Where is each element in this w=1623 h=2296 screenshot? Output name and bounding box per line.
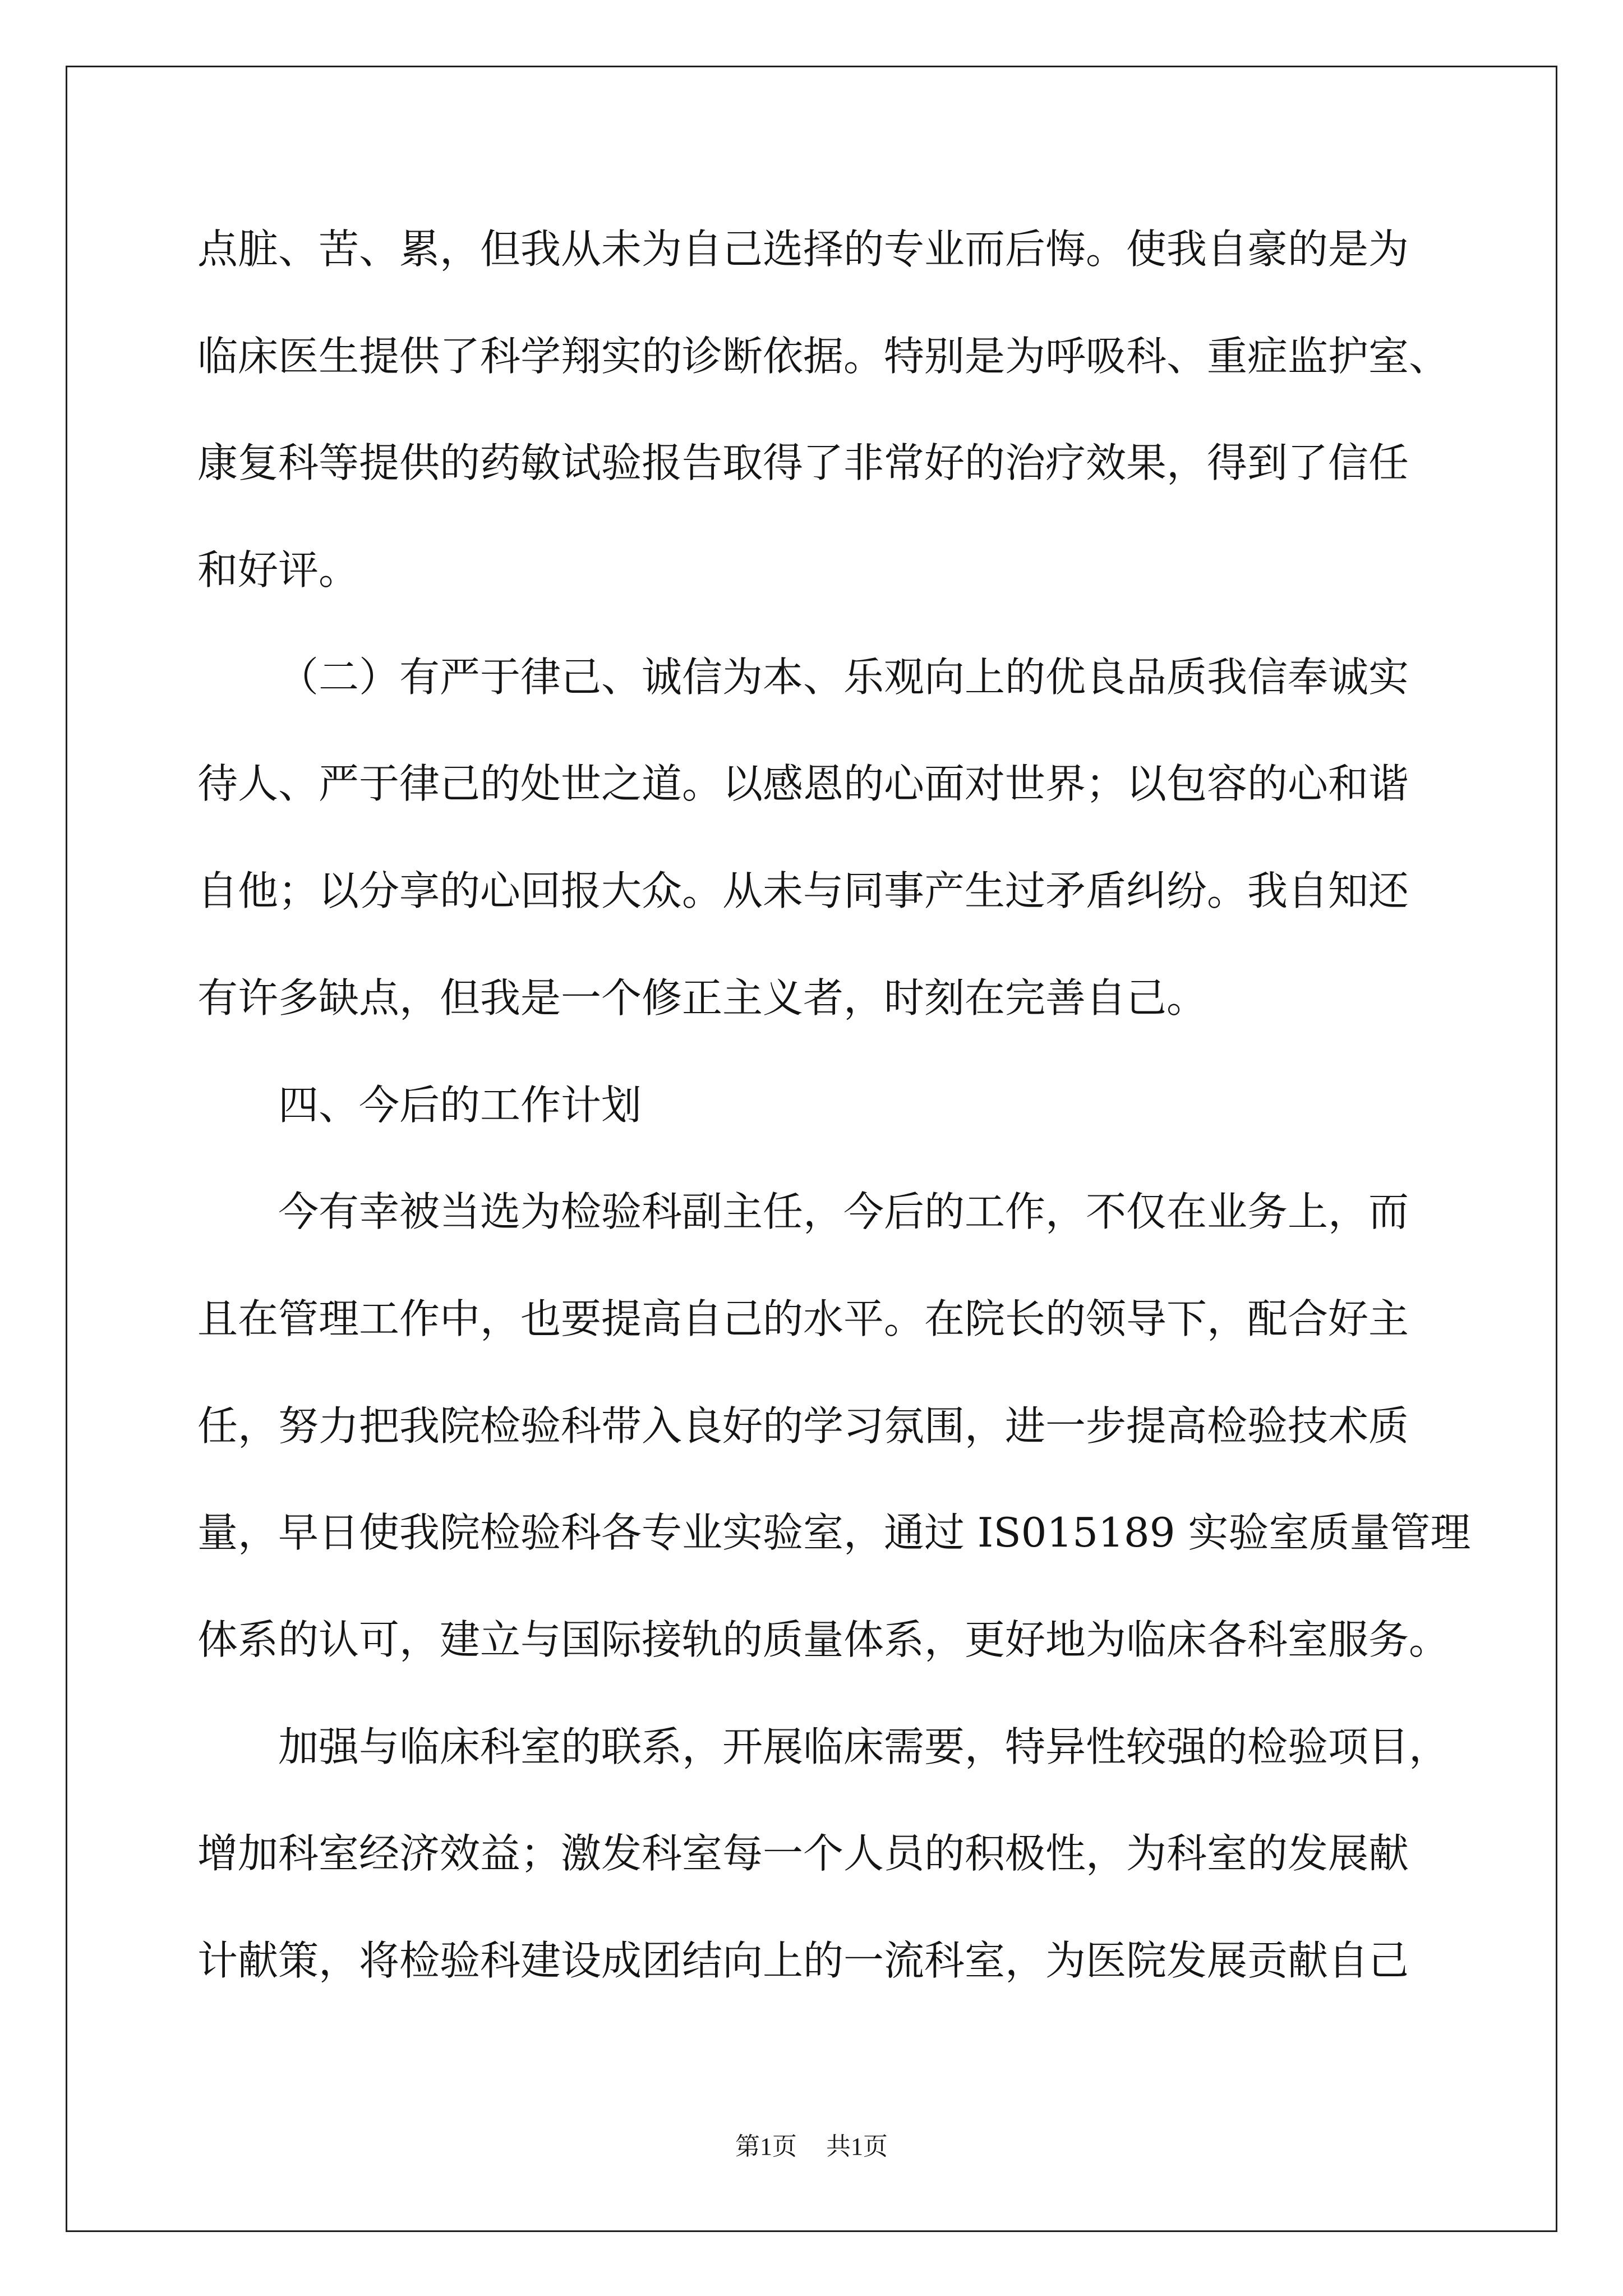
paragraph xyxy=(197,1158,1532,1693)
paragraph xyxy=(197,624,1532,1052)
body-text-line: 且在管理工作中，也要提高自己的水平。在院长的领导下，配合好主 xyxy=(197,1295,1409,1342)
body-text-line: 点脏、苦、累，但我从未为自己选择的专业而后悔。使我自豪的是为 xyxy=(197,226,1409,273)
body-text-line: 量，早日使我院检验科各专业实验室，通过 IS015189 实验室质量管理 xyxy=(197,1509,1471,1557)
body-text-line: 增加科室经济效益；激发科室每一个人员的积极性，为科室的发展献 xyxy=(197,1830,1409,1878)
body-text-line: 体系的认可，建立与国际接轨的质量体系，更好地为临床各科室服务。 xyxy=(197,1616,1450,1663)
page-footer xyxy=(0,2132,1623,2162)
body-text-line: 今有幸被当选为检验科副主任，今后的工作，不仅在业务上，而 xyxy=(278,1188,1409,1236)
paragraph xyxy=(197,1694,1532,2014)
section-heading xyxy=(197,1052,1532,1159)
section-heading-text: 四、今后的工作计划 xyxy=(278,1081,642,1129)
body-text-line: 计献策，将检验科建设成团结向上的一流科室，为医院发展贡献自己 xyxy=(197,1937,1409,1984)
body-text-line: 待人、严于律己的处世之道。以感恩的心面对世界；以包容的心和谐 xyxy=(197,760,1409,808)
body-text-line: 和好评。 xyxy=(197,546,359,594)
body-text-line: 康复科等提供的药敏试验报告取得了非常好的治疗效果，得到了信任 xyxy=(197,439,1409,487)
document-body xyxy=(197,196,1532,2014)
paragraph xyxy=(197,196,1532,624)
body-text-line: 自他；以分享的心回报大众。从未与同事产生过矛盾纠纷。我自知还 xyxy=(197,867,1409,915)
body-text-line: 临床医生提供了科学翔实的诊断依据。特别是为呼吸科、重症监护室、 xyxy=(197,332,1450,380)
body-text-line: 任，努力把我院检验科带入良好的学习氛围，进一步提高检验技术质 xyxy=(197,1402,1409,1450)
page-number: 第1页 xyxy=(735,2133,797,2160)
body-text-line: 有许多缺点，但我是一个修正主义者，时刻在完善自己。 xyxy=(197,974,1207,1022)
page-total: 共1页 xyxy=(826,2133,888,2160)
body-text-line: （二）有严于律己、诚信为本、乐观向上的优良品质我信奉诚实 xyxy=(278,653,1409,701)
body-text-line: 加强与临床科室的联系，开展临床需要，特异性较强的检验项目， xyxy=(278,1723,1450,1770)
